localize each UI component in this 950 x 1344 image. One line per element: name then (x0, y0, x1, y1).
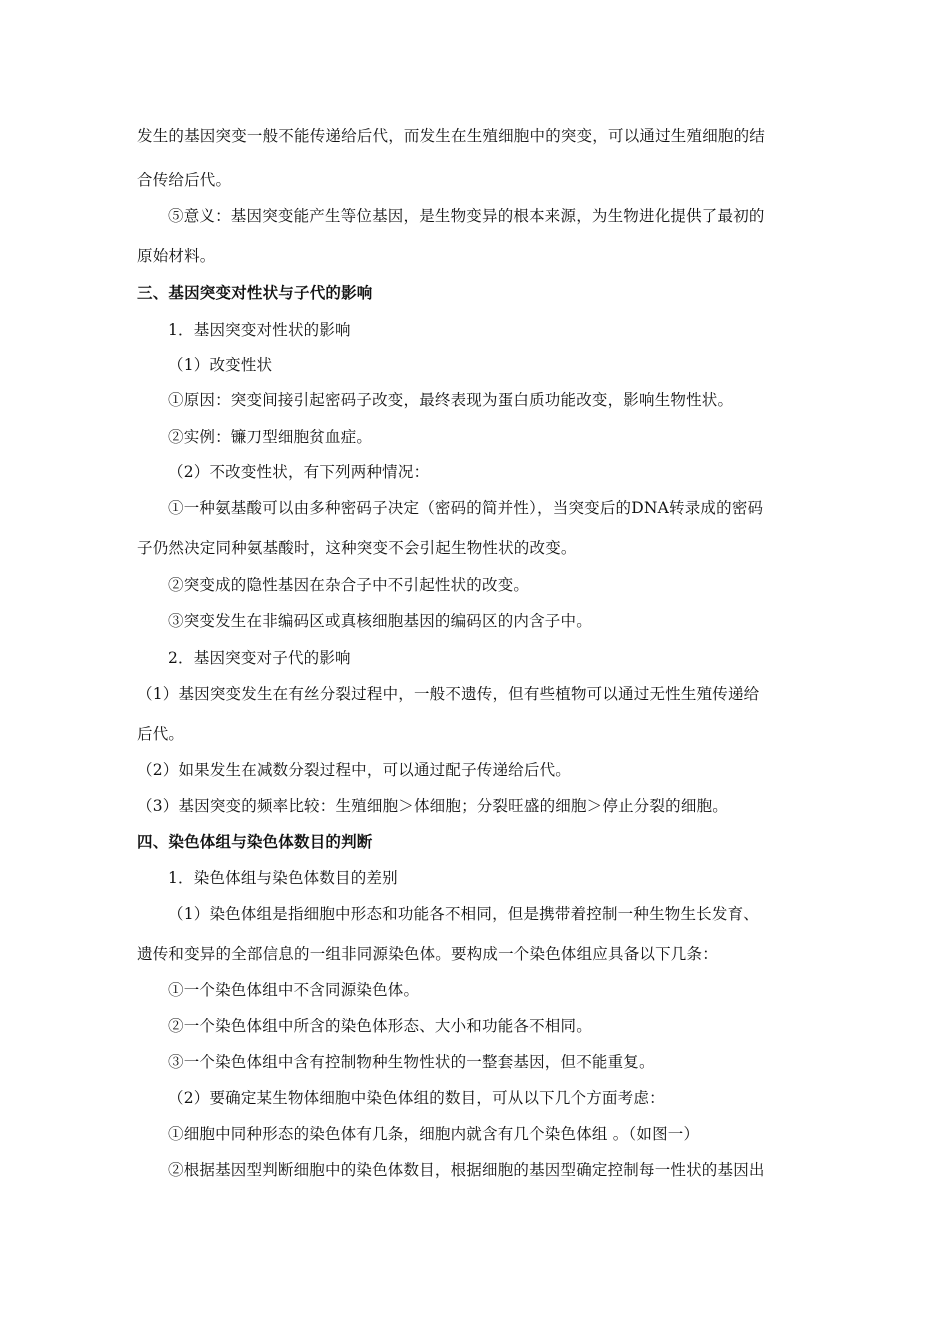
paragraph-line: 子仍然决定同种氨基酸时，这种突变不会引起生物性状的改变。 (137, 539, 577, 557)
paragraph-line: （2）要确定某生物体细胞中染色体组的数目，可从以下几个方面考虑： (168, 1089, 665, 1107)
paragraph-line: ③一个染色体组中含有控制物种生物性状的一整套基因，但不能重复。 (168, 1053, 655, 1071)
paragraph-line: 发生的基因突变一般不能传递给后代，而发生在生殖细胞中的突变，可以通过生殖细胞的结 (137, 127, 766, 145)
paragraph-line: ①原因：突变间接引起密码子改变，最终表现为蛋白质功能改变，影响生物性状。 (168, 391, 734, 409)
paragraph-line: ②根据基因型判断细胞中的染色体数目，根据细胞的基因型确定控制每一性状的基因出 (168, 1161, 765, 1179)
paragraph-line: 原始材料。 (137, 247, 216, 265)
paragraph-line: （1）改变性状 (168, 356, 273, 374)
paragraph-line: ②一个染色体组中所含的染色体形态、大小和功能各不相同。 (168, 1017, 592, 1035)
paragraph-line: ①细胞中同种形态的染色体有几条，细胞内就含有几个染色体组 。（如图一） (168, 1125, 700, 1143)
paragraph-line: 合传给后代。 (137, 171, 232, 189)
paragraph-line: （2）如果发生在减数分裂过程中，可以通过配子传递给后代。 (137, 761, 571, 779)
subsection-heading: 2．基因突变对子代的影响 (168, 649, 351, 667)
section-heading: 四、染色体组与染色体数目的判断 (137, 832, 373, 851)
paragraph-line: （3）基因突变的频率比较：生殖细胞＞体细胞；分裂旺盛的细胞＞停止分裂的细胞。 (137, 797, 728, 815)
subsection-heading: 1．基因突变对性状的影响 (168, 321, 351, 339)
paragraph-line: ③突变发生在非编码区或真核细胞基因的编码区的内含子中。 (168, 612, 592, 630)
paragraph-line: ①一个染色体组中不含同源染色体。 (168, 981, 420, 999)
paragraph-line: （2）不改变性状，有下列两种情况： (168, 463, 430, 481)
section-heading: 三、基因突变对性状与子代的影响 (137, 283, 373, 302)
paragraph-line: ⑤意义：基因突变能产生等位基因，是生物变异的根本来源，为生物进化提供了最初的 (168, 207, 765, 225)
paragraph-line: ①一种氨基酸可以由多种密码子决定（密码的简并性），当突变后的DNA转录成的密码 (168, 499, 764, 517)
paragraph-line: （1）基因突变发生在有丝分裂过程中，一般不遗传，但有些植物可以通过无性生殖传递给 (137, 685, 760, 703)
paragraph-line: ②突变成的隐性基因在杂合子中不引起性状的改变。 (168, 576, 530, 594)
paragraph-line: 遗传和变异的全部信息的一组非同源染色体。要构成一个染色体组应具备以下几条： (137, 945, 718, 963)
paragraph-line: 后代。 (137, 725, 185, 743)
paragraph-line: ②实例：镰刀型细胞贫血症。 (168, 428, 373, 446)
paragraph-line: （1）染色体组是指细胞中形态和功能各不相同，但是携带着控制一种生物生长发育、 (168, 905, 759, 923)
subsection-heading: 1．染色体组与染色体数目的差别 (168, 869, 398, 887)
